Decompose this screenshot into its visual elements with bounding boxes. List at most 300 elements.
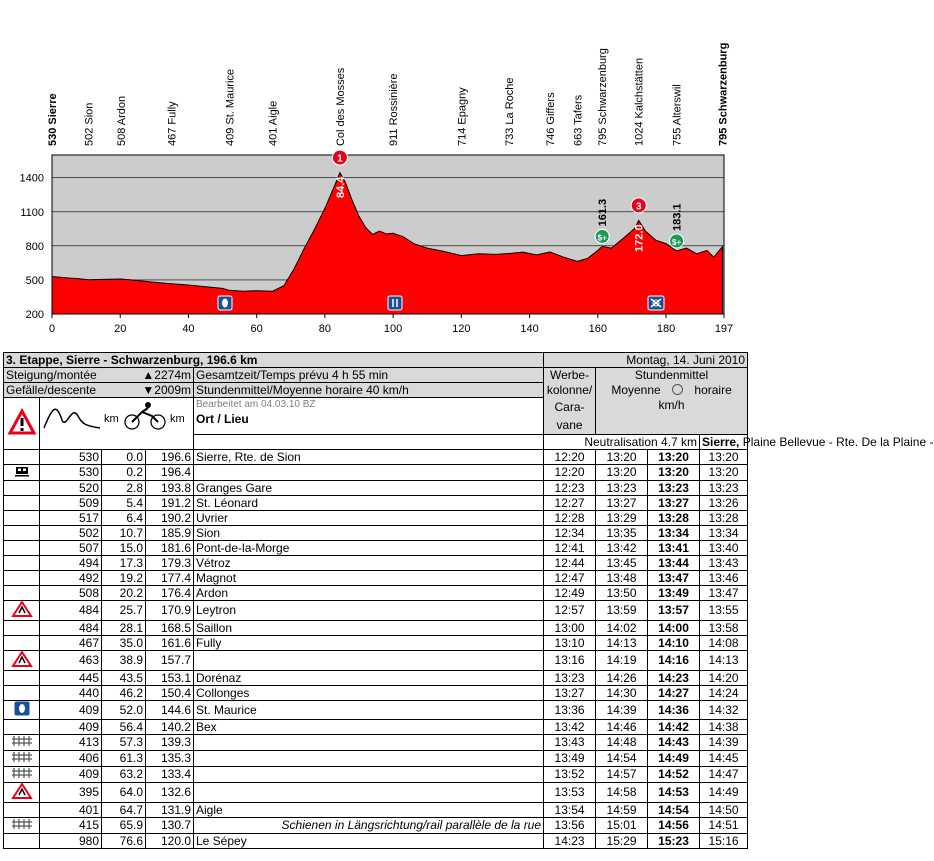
time-42-cell: 14:08 <box>700 635 748 650</box>
table-row <box>4 650 748 670</box>
time-42-cell: 14:51 <box>700 817 748 833</box>
km-done-cell: 46.2 <box>102 685 146 700</box>
time-38-cell: 13:23 <box>596 480 648 495</box>
km-remaining-cell: 161.6 <box>146 635 194 650</box>
werbe-label-1: Werbe- <box>544 368 596 383</box>
stage-header-row <box>4 353 748 368</box>
caravane-time-cell: 12:57 <box>544 600 596 620</box>
table-row <box>4 700 748 719</box>
km-done-cell: 25.7 <box>102 600 146 620</box>
food-station-icon <box>388 296 402 310</box>
km-remaining-cell: 144.6 <box>146 700 194 719</box>
caravane-time-cell: 12:20 <box>544 449 596 464</box>
y-tick-label: 800 <box>25 240 44 253</box>
km-done-cell: 0.0 <box>102 449 146 464</box>
row-icon-cell <box>4 719 40 734</box>
km-done-cell: 0.2 <box>102 464 146 480</box>
time-42-cell: 14:24 <box>700 685 748 700</box>
km-remaining-cell: 196.6 <box>146 449 194 464</box>
caravane-time-cell: 13:56 <box>544 817 596 833</box>
time-40-cell: 14:27 <box>648 685 700 700</box>
time-38-cell: 13:45 <box>596 555 648 570</box>
km-label-b: km <box>170 413 185 425</box>
rail-tracks-icon <box>11 735 33 747</box>
total-time: Gesamtzeit/Temps prévu 4 h 55 min <box>194 368 544 383</box>
climb-label: Steigung/montée <box>4 368 102 383</box>
time-40-cell: 14:10 <box>648 635 700 650</box>
place-name: Magnot <box>196 570 237 585</box>
row-icon-cell <box>4 495 40 510</box>
km-done-cell: 17.3 <box>102 555 146 570</box>
x-tick-label: 20 <box>114 323 127 335</box>
km-remaining-cell: 185.9 <box>146 525 194 540</box>
sprint-icon: $+ <box>672 237 682 247</box>
time-38-cell: 14:30 <box>596 685 648 700</box>
row-icon-cell <box>4 766 40 782</box>
row-icon-cell <box>4 802 40 817</box>
place-cell <box>194 635 544 650</box>
time-40-cell: 14:49 <box>648 750 700 766</box>
km-done-cell: 61.3 <box>102 750 146 766</box>
descent-label: Gefälle/descente <box>4 383 102 398</box>
rail-tracks-icon <box>11 751 33 763</box>
place-label: 911 Rossinière <box>388 73 401 146</box>
row-icon-cell <box>4 525 40 540</box>
time-40-cell: 13:57 <box>648 600 700 620</box>
altitude-cell: 401 <box>40 802 102 817</box>
time-38-cell: 14:13 <box>596 635 648 650</box>
place-label: 401 Aigle <box>267 100 280 146</box>
time-38-cell: 13:48 <box>596 570 648 585</box>
clock-icon <box>672 384 683 395</box>
time-38-cell: 15:01 <box>596 817 648 833</box>
place-label: 1024 Kalchstätten <box>633 57 646 146</box>
place-name: Aigle <box>196 802 223 817</box>
altitude-cell: 484 <box>40 600 102 620</box>
row-icon-cell <box>4 700 40 719</box>
km-remaining-cell: 181.6 <box>146 540 194 555</box>
caravane-time-cell: 12:28 <box>544 510 596 525</box>
km-remaining-cell: 130.7 <box>146 817 194 833</box>
km-done-cell: 6.4 <box>102 510 146 525</box>
km-remaining-cell: 157.7 <box>146 650 194 670</box>
time-42-cell: 14:50 <box>700 802 748 817</box>
km-done-cell: 20.2 <box>102 585 146 600</box>
time-40-cell: 13:41 <box>648 540 700 555</box>
altitude-cell: 509 <box>40 495 102 510</box>
x-axis-ticks <box>49 314 733 335</box>
time-40-cell: 13:44 <box>648 555 700 570</box>
time-42-cell: 14:39 <box>700 734 748 750</box>
werbe-label-2: kolonne/ <box>544 383 596 398</box>
row-icon-cell <box>4 734 40 750</box>
time-42-cell: 13:40 <box>700 540 748 555</box>
km-remaining-cell: 177.4 <box>146 570 194 585</box>
time-38-cell: 14:26 <box>596 670 648 685</box>
km-remaining-cell: 132.6 <box>146 782 194 802</box>
place-detail: Plaine Bellevue - Rte. De la Plaine - <box>739 434 934 449</box>
table-row <box>4 480 748 495</box>
table-row <box>4 620 748 635</box>
caravane-time-cell: 13:49 <box>544 750 596 766</box>
summary-row-2 <box>4 383 748 398</box>
km-done-cell: 10.7 <box>102 525 146 540</box>
time-42-cell: 14:47 <box>700 766 748 782</box>
caravane-time-cell: 12:23 <box>544 480 596 495</box>
x-tick-label: 120 <box>452 323 471 335</box>
km-remaining-cell: 193.8 <box>146 480 194 495</box>
row-icon-cell <box>4 585 40 600</box>
edited-note: Bearbeitet am 04.03.10 BZ <box>196 399 316 410</box>
train-icon <box>14 465 30 477</box>
x-tick-label: 60 <box>250 323 263 335</box>
time-38-cell: 13:27 <box>596 495 648 510</box>
caravane-time-cell: 12:20 <box>544 464 596 480</box>
km-remaining-cell: 135.3 <box>146 750 194 766</box>
table-row <box>4 555 748 570</box>
time-42-cell: 13:46 <box>700 570 748 585</box>
time-40-cell: 13:27 <box>648 495 700 510</box>
cyclist-icon <box>122 400 170 430</box>
place-cell <box>194 700 544 719</box>
time-42-cell: 13:26 <box>700 495 748 510</box>
place-cell <box>194 495 544 510</box>
time-38-cell: 14:58 <box>596 782 648 802</box>
place-label: 508 Ardon <box>115 95 128 146</box>
time-38-cell: 13:42 <box>596 540 648 555</box>
time-42-cell: 13:43 <box>700 555 748 570</box>
altitude-cell: 530 <box>40 449 102 464</box>
km-remaining-cell: 140.2 <box>146 719 194 734</box>
caravane-time-cell: 12:49 <box>544 585 596 600</box>
km-done-cell: 19.2 <box>102 570 146 585</box>
km-remaining-cell: 191.2 <box>146 495 194 510</box>
caravane-time-cell: 13:53 <box>544 782 596 802</box>
place-name: Fully <box>196 635 222 650</box>
row-icon-cell <box>4 817 40 833</box>
altitude-cell: 406 <box>40 750 102 766</box>
km-done-cell: 64.7 <box>102 802 146 817</box>
caravane-time-cell: 13:00 <box>544 620 596 635</box>
time-38-cell: 13:35 <box>596 525 648 540</box>
place-cell <box>194 464 544 480</box>
x-tick-label: 100 <box>383 323 403 335</box>
time-42-cell: 15:16 <box>700 833 748 848</box>
caravane-time-cell: 13:42 <box>544 719 596 734</box>
km-label-a: km <box>104 413 119 425</box>
place-name: Ardon <box>196 585 229 600</box>
km-remaining-cell: 133.4 <box>146 766 194 782</box>
time-40-cell: 14:54 <box>648 802 700 817</box>
climb-number: 3 <box>635 201 642 213</box>
place-cell <box>194 570 544 585</box>
place-name: Granges Gare <box>196 480 273 495</box>
row-icon-cell <box>4 650 40 670</box>
time-42-cell: 13:58 <box>700 620 748 635</box>
time-40-cell: 13:20 <box>648 449 700 464</box>
x-tick-label: 40 <box>182 323 195 335</box>
km-remaining-cell: 190.2 <box>146 510 194 525</box>
place-label: 502 Sion <box>83 102 96 146</box>
altitude-cell: 395 <box>40 782 102 802</box>
x-tick-label: 197 <box>714 323 734 335</box>
place-label: 409 St. Maurice <box>224 68 237 146</box>
altitude-cell: 415 <box>40 817 102 833</box>
place-name: Vétroz <box>196 555 231 570</box>
place-name: Sion <box>196 525 221 540</box>
time-40-cell: 14:42 <box>648 719 700 734</box>
place-name: Pont-de-la-Morge <box>196 540 290 555</box>
warning-icon <box>12 651 32 667</box>
km-done-cell: 5.4 <box>102 495 146 510</box>
km-remaining-cell: 196.4 <box>146 464 194 480</box>
row-icon-cell <box>4 620 40 635</box>
neutralisation-cell: Neutralisation 4.7 km <box>544 434 700 449</box>
warning-header-cell <box>4 398 40 450</box>
time-40-cell: 13:23 <box>648 480 700 495</box>
place-cell <box>194 540 544 555</box>
km-remaining-cell: 170.9 <box>146 600 194 620</box>
km-done-cell: 65.9 <box>102 817 146 833</box>
table-row <box>4 510 748 525</box>
place-label: 746 Giffers <box>545 92 558 146</box>
row-icon-cell <box>4 685 40 700</box>
place-label: 795 Schwarzenburg <box>717 42 730 146</box>
place-name: Le Sépey <box>196 833 247 848</box>
km-done-cell: 28.1 <box>102 620 146 635</box>
km-done-cell: 52.0 <box>102 700 146 719</box>
caravane-time-cell: 13:10 <box>544 635 596 650</box>
km-remaining-cell: 168.5 <box>146 620 194 635</box>
time-42-cell: 13:20 <box>700 449 748 464</box>
table-row <box>4 766 748 782</box>
place-labels <box>47 43 730 146</box>
time-38-cell: 13:59 <box>596 600 648 620</box>
place-label: 714 Epagny <box>456 87 469 146</box>
table-row <box>4 833 748 848</box>
km-done-cell: 64.0 <box>102 782 146 802</box>
ort-lieu-header: Ort / Lieu <box>196 412 249 426</box>
table-row <box>4 817 748 833</box>
time-40-cell: 14:23 <box>648 670 700 685</box>
time-42-cell: 13:28 <box>700 510 748 525</box>
stage-date: Montag, 14. Juni 2010 <box>544 353 748 368</box>
place-name: Bex <box>196 719 217 734</box>
caravane-time-cell: 13:27 <box>544 685 596 700</box>
time-40-cell: 14:56 <box>648 817 700 833</box>
time-42-cell: 14:45 <box>700 750 748 766</box>
mountain-profile-icon <box>42 400 102 430</box>
edited-cell <box>194 398 544 435</box>
time-40-cell: 14:52 <box>648 766 700 782</box>
column-header-row <box>4 398 748 435</box>
x-tick-label: 160 <box>588 323 607 335</box>
time-42-cell: 13:20 <box>700 464 748 480</box>
place-cell <box>194 480 544 495</box>
y-tick-label: 1400 <box>19 172 44 185</box>
caravane-time-cell: 12:41 <box>544 540 596 555</box>
place-cell <box>194 510 544 525</box>
table-row <box>4 600 748 620</box>
km-done-cell: 57.3 <box>102 734 146 750</box>
table-row <box>4 750 748 766</box>
y-axis-ticks <box>20 173 44 321</box>
time-38-cell: 14:19 <box>596 650 648 670</box>
km-remaining-cell: 120.0 <box>146 833 194 848</box>
x-tick-label: 180 <box>656 323 676 335</box>
place-label: 530 Sierre <box>47 93 59 146</box>
time-38-cell: 14:57 <box>596 766 648 782</box>
time-38-cell: 14:02 <box>596 620 648 635</box>
km-remaining-cell: 179.3 <box>146 555 194 570</box>
table-row <box>4 464 748 480</box>
level-crossing-icon <box>648 296 664 310</box>
row-icon-cell <box>4 833 40 848</box>
place-name: Uvrier <box>196 510 228 525</box>
km-remaining-cell: 139.3 <box>146 734 194 750</box>
row-icon-cell <box>4 750 40 766</box>
caravane-time-cell: 12:34 <box>544 525 596 540</box>
place-name: St. Léonard <box>196 495 259 510</box>
place-cell <box>194 782 544 802</box>
warning-icon <box>12 783 32 799</box>
warning-icon <box>12 601 32 617</box>
time-40-cell: 15:23 <box>648 833 700 848</box>
place-cell <box>194 600 544 620</box>
km-done-cell: 2.8 <box>102 480 146 495</box>
table-row <box>4 782 748 802</box>
time-38-cell: 13:50 <box>596 585 648 600</box>
climb-marker <box>631 198 646 252</box>
time-38-cell: 15:29 <box>596 833 648 848</box>
caravane-time-cell: 12:27 <box>544 495 596 510</box>
time-40-cell: 13:49 <box>648 585 700 600</box>
altitude-cell: 502 <box>40 525 102 540</box>
km-done-cell: 38.9 <box>102 650 146 670</box>
caravane-time-cell: 12:47 <box>544 570 596 585</box>
caravane-time-cell: 13:16 <box>544 650 596 670</box>
place-name: Saillon <box>196 620 233 635</box>
table-row <box>4 685 748 700</box>
place-name: Sierre, <box>702 434 740 449</box>
row-icon-cell <box>4 464 40 480</box>
place-cell <box>194 766 544 782</box>
time-38-cell: 13:20 <box>596 449 648 464</box>
km-done-cell: 56.4 <box>102 719 146 734</box>
x-tick-label: 0 <box>48 323 56 335</box>
row-icon-cell <box>4 670 40 685</box>
altitude-cell: 520 <box>40 480 102 495</box>
altitude-cell: 440 <box>40 685 102 700</box>
x-tick-label: 140 <box>520 323 539 335</box>
place-label: 733 La Roche <box>504 77 517 146</box>
place-cell <box>194 685 544 700</box>
altitude-cell: 467 <box>40 635 102 650</box>
moyenne-horaire-label: Moyenne horaire <box>596 383 748 398</box>
descent-value: ▼2009m <box>102 383 194 398</box>
km-done-cell: 15.0 <box>102 540 146 555</box>
place-name: St. Maurice <box>196 702 257 717</box>
table-row <box>4 540 748 555</box>
km-remaining-cell: 176.4 <box>146 585 194 600</box>
elevation-profile-chart <box>0 0 750 352</box>
time-40-cell: 13:47 <box>648 570 700 585</box>
sprint-km-label: 183.1 <box>671 203 684 231</box>
kmh-label: km/h <box>596 398 748 435</box>
climb-km-label: 84.4 <box>334 176 347 199</box>
summary-row-1 <box>4 368 748 383</box>
time-38-cell: 14:59 <box>596 802 648 817</box>
table-row <box>4 585 748 600</box>
caravane-time-cell: 13:36 <box>544 700 596 719</box>
place-name: Sierre, Rte. de Sion <box>196 449 301 464</box>
caravane-time-cell: 13:54 <box>544 802 596 817</box>
row-icon-cell <box>4 449 40 464</box>
altitude-cell: 409 <box>40 700 102 719</box>
place-cell <box>194 449 544 464</box>
sprint-marker <box>595 199 609 244</box>
time-40-cell: 14:16 <box>648 650 700 670</box>
row-icon-cell <box>4 510 40 525</box>
row-icon-cell <box>4 540 40 555</box>
time-42-cell: 14:49 <box>700 782 748 802</box>
altitude-cell: 484 <box>40 620 102 635</box>
stundenmittel-label: Stundenmittel <box>596 368 748 383</box>
time-42-cell: 13:47 <box>700 585 748 600</box>
stage-title: 3. Etappe, Sierre - Schwarzenburg, 196.6 km <box>4 353 544 368</box>
km-remaining-cell: 150.4 <box>146 685 194 700</box>
time-38-cell: 14:54 <box>596 750 648 766</box>
row-icon-cell <box>4 555 40 570</box>
table-row <box>4 719 748 734</box>
time-40-cell: 14:53 <box>648 782 700 802</box>
altitude-cell: 413 <box>40 734 102 750</box>
caravane-time-cell: 13:23 <box>544 670 596 685</box>
place-name: Leytron <box>196 603 237 617</box>
time-38-cell: 13:29 <box>596 510 648 525</box>
altitude-cell: 494 <box>40 555 102 570</box>
place-label: Col des Mosses <box>334 67 347 146</box>
time-38-cell: 13:20 <box>596 464 648 480</box>
altitude-cell: 517 <box>40 510 102 525</box>
row-icon-cell <box>194 434 544 449</box>
place-cell <box>194 620 544 635</box>
altitude-cell: 409 <box>40 766 102 782</box>
km-done-cell: 63.2 <box>102 766 146 782</box>
time-40-cell: 13:28 <box>648 510 700 525</box>
altitude-cell: 492 <box>40 570 102 585</box>
place-label: 467 Fully <box>166 101 179 146</box>
time-38-cell: 14:39 <box>596 700 648 719</box>
table-row <box>4 670 748 685</box>
time-40-cell: 13:34 <box>648 525 700 540</box>
table-row <box>4 495 748 510</box>
sprint-marker <box>670 203 684 248</box>
time-42-cell: 13:34 <box>700 525 748 540</box>
rail-tracks-icon <box>11 767 33 779</box>
altitude-cell: 508 <box>40 585 102 600</box>
place-cell <box>194 817 544 833</box>
row-icon-cell <box>4 480 40 495</box>
place-cell <box>194 525 544 540</box>
sprint-km-label: 161.3 <box>597 198 610 227</box>
caravane-time-cell: 14:23 <box>544 833 596 848</box>
place-name: Collonges <box>196 685 250 700</box>
y-tick-label: 1100 <box>20 206 44 219</box>
place-cell <box>194 650 544 670</box>
time-40-cell: 14:00 <box>648 620 700 635</box>
row-icon-cell <box>4 600 40 620</box>
